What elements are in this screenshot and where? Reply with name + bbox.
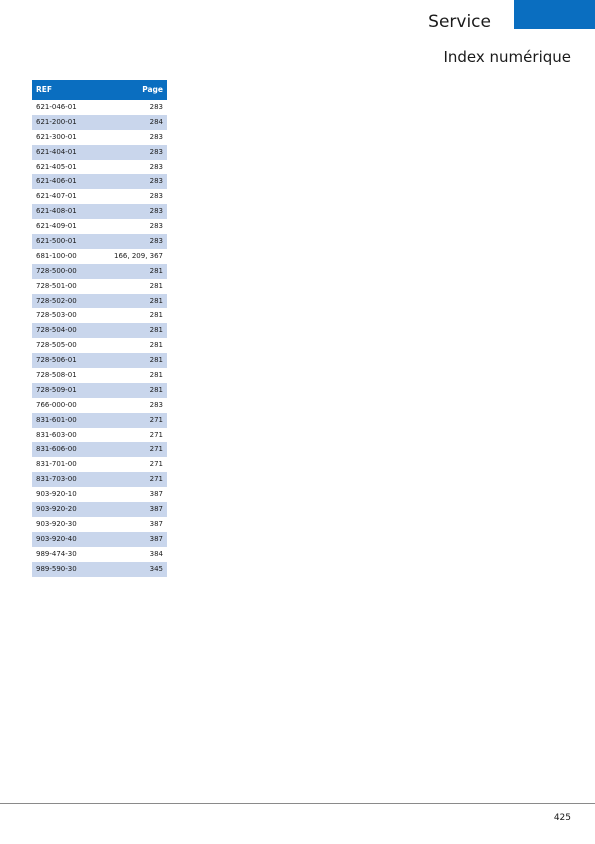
page-cell: 283 (94, 174, 167, 189)
table-row (32, 174, 167, 189)
page-cell: 281 (94, 338, 167, 353)
page-cell: 271 (94, 428, 167, 443)
ref-cell: 728-500-00 (32, 264, 94, 279)
ref-cell: 621-408-01 (32, 204, 94, 219)
page-cell: 283 (94, 160, 167, 175)
ref-cell: 621-200-01 (32, 115, 94, 130)
page-cell: 387 (94, 487, 167, 502)
table-row (32, 398, 167, 413)
ref-cell: 831-601-00 (32, 413, 94, 428)
table-row (32, 428, 167, 443)
column-header-ref: REF (32, 80, 94, 100)
table-row (32, 353, 167, 368)
ref-cell: 621-300-01 (32, 130, 94, 145)
table-row (32, 234, 167, 249)
ref-cell: 728-509-01 (32, 383, 94, 398)
page-cell: 271 (94, 442, 167, 457)
page-cell: 283 (94, 398, 167, 413)
section-title: Service (428, 12, 491, 32)
ref-cell: 903-920-40 (32, 532, 94, 547)
page-number: 425 (553, 813, 571, 823)
table-row (32, 487, 167, 502)
footer-divider (0, 803, 595, 804)
page-cell: 281 (94, 279, 167, 294)
table-row (32, 189, 167, 204)
ref-cell: 831-701-00 (32, 457, 94, 472)
page-cell: 387 (94, 502, 167, 517)
ref-cell: 728-503-00 (32, 308, 94, 323)
table-row (32, 517, 167, 532)
page-title: Index numérique (443, 48, 571, 66)
ref-cell: 728-506-01 (32, 353, 94, 368)
table-row (32, 547, 167, 562)
page-cell: 281 (94, 294, 167, 309)
table-row (32, 502, 167, 517)
page-cell: 271 (94, 472, 167, 487)
page-cell: 281 (94, 368, 167, 383)
table-row (32, 249, 167, 264)
page-cell: 384 (94, 547, 167, 562)
ref-cell: 766-000-00 (32, 398, 94, 413)
ref-cell: 728-505-00 (32, 338, 94, 353)
page-cell: 283 (94, 234, 167, 249)
ref-cell: 621-046-01 (32, 100, 94, 115)
page-cell: 284 (94, 115, 167, 130)
page-cell: 387 (94, 517, 167, 532)
ref-cell: 728-504-00 (32, 323, 94, 338)
table-row (32, 323, 167, 338)
ref-cell: 621-409-01 (32, 219, 94, 234)
table-header-row (32, 80, 167, 100)
ref-cell: 831-603-00 (32, 428, 94, 443)
table-row (32, 100, 167, 115)
ref-cell: 621-405-01 (32, 160, 94, 175)
ref-cell: 621-500-01 (32, 234, 94, 249)
table-row (32, 368, 167, 383)
ref-cell: 728-502-00 (32, 294, 94, 309)
ref-cell: 831-703-00 (32, 472, 94, 487)
table-row (32, 264, 167, 279)
table-row (32, 532, 167, 547)
ref-cell: 903-920-10 (32, 487, 94, 502)
table-row (32, 457, 167, 472)
page-cell: 283 (94, 130, 167, 145)
table-row (32, 413, 167, 428)
column-header-page: Page (94, 80, 167, 100)
table-row (32, 294, 167, 309)
table-row (32, 383, 167, 398)
table-row (32, 219, 167, 234)
table-row (32, 442, 167, 457)
ref-cell: 903-920-30 (32, 517, 94, 532)
ref-cell: 728-501-00 (32, 279, 94, 294)
table-row (32, 279, 167, 294)
ref-cell: 621-404-01 (32, 145, 94, 160)
page-cell: 281 (94, 308, 167, 323)
table-row (32, 308, 167, 323)
table-row (32, 130, 167, 145)
section-accent-block (514, 0, 595, 29)
page-cell: 283 (94, 100, 167, 115)
ref-cell: 681-100-00 (32, 249, 94, 264)
page-cell: 281 (94, 264, 167, 279)
page-cell: 281 (94, 353, 167, 368)
table-row (32, 145, 167, 160)
table-body (32, 100, 167, 577)
page-cell: 166, 209, 367 (94, 249, 167, 264)
ref-cell: 621-407-01 (32, 189, 94, 204)
ref-cell: 621-406-01 (32, 174, 94, 189)
page-cell: 345 (94, 562, 167, 577)
page-cell: 281 (94, 323, 167, 338)
page-cell: 283 (94, 189, 167, 204)
page-cell: 283 (94, 219, 167, 234)
table-row (32, 204, 167, 219)
table-row (32, 338, 167, 353)
table-row (32, 115, 167, 130)
page-cell: 387 (94, 532, 167, 547)
page-cell: 283 (94, 204, 167, 219)
ref-cell: 831-606-00 (32, 442, 94, 457)
table-row (32, 160, 167, 175)
table-row (32, 472, 167, 487)
page-cell: 271 (94, 413, 167, 428)
ref-cell: 728-508-01 (32, 368, 94, 383)
ref-cell: 989-474-30 (32, 547, 94, 562)
page-cell: 281 (94, 383, 167, 398)
reference-index-table (32, 80, 167, 577)
page-cell: 283 (94, 145, 167, 160)
ref-cell: 989-590-30 (32, 562, 94, 577)
table-row (32, 562, 167, 577)
ref-cell: 903-920-20 (32, 502, 94, 517)
page-cell: 271 (94, 457, 167, 472)
